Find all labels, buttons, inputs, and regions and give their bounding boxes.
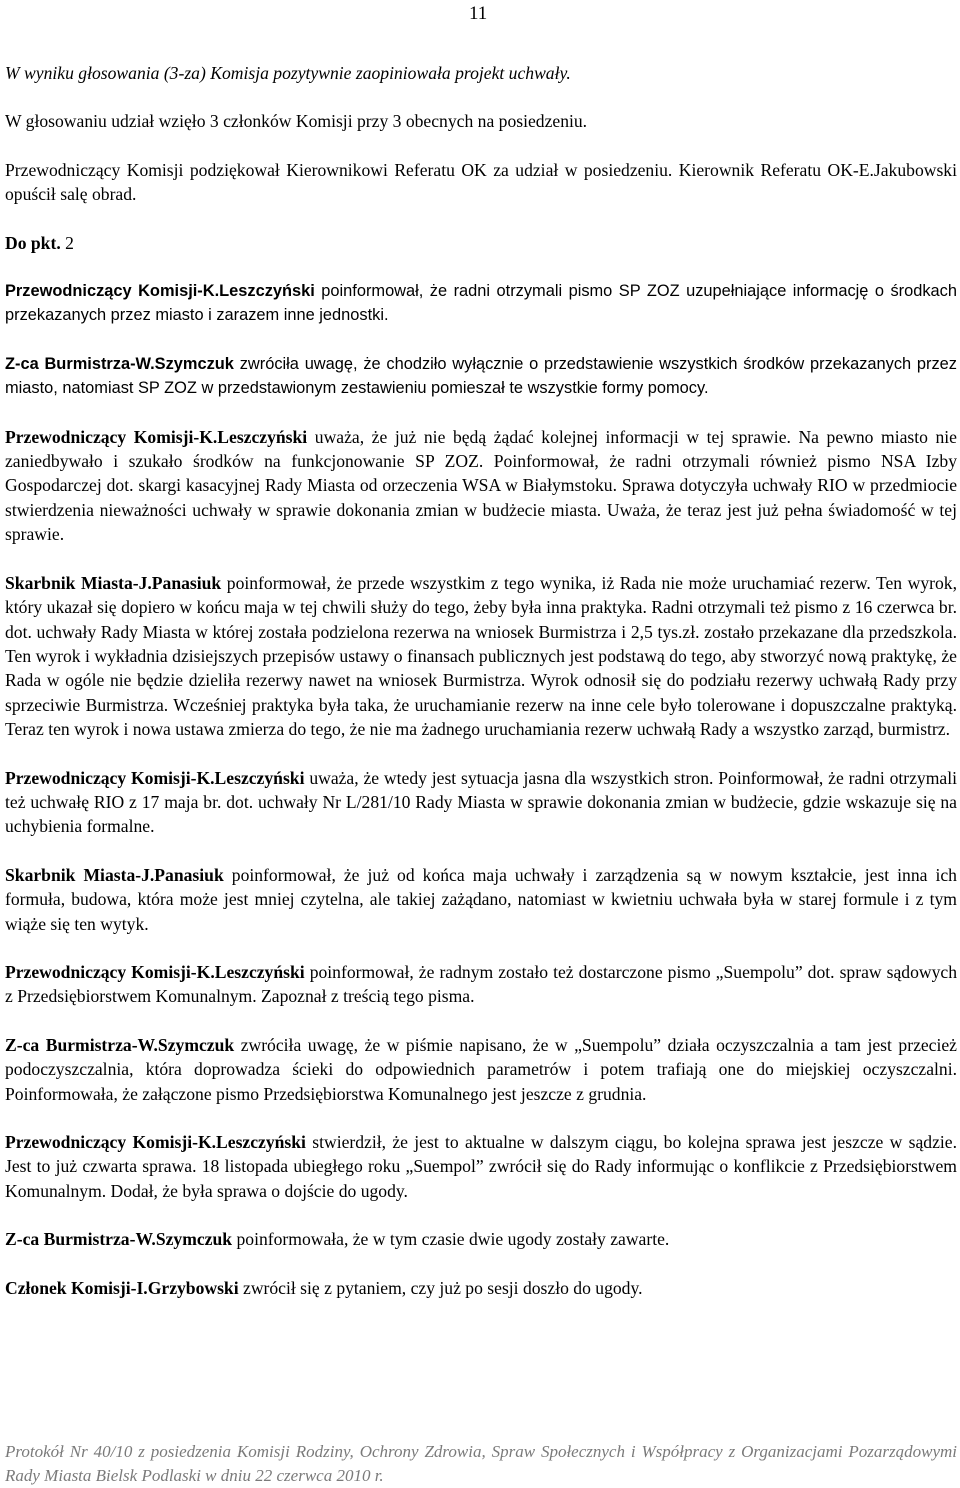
paragraph-statement (5, 425, 957, 547)
agenda-point-heading (5, 231, 957, 255)
document-body (5, 61, 957, 1324)
heading-number: 2 (65, 232, 74, 253)
speaker-name: Przewodniczący Komisji-K.Leszczyński (5, 282, 315, 301)
speaker-name: Przewodniczący Komisji-K.Leszczyński (5, 767, 305, 788)
paragraph-text: W wyniku głosowania (3-za) Komisja pozytywnie zaopiniowała projekt uchwały. (5, 63, 571, 83)
speaker-name: Skarbnik Miasta-J.Panasiuk (5, 572, 222, 593)
speaker-name: Przewodniczący Komisji-K.Leszczyński (5, 1132, 306, 1152)
paragraph-statement (5, 863, 957, 936)
paragraph-statement (5, 766, 957, 839)
paragraph-text: zwrócił się z pytaniem, czy już po sesji doszło do ugody. (243, 1277, 643, 1298)
speaker-name: Z-ca Burmistrza-W.Szymczuk (5, 1229, 233, 1250)
paragraph-vote-result (5, 61, 957, 85)
heading-label: Do pkt. (5, 232, 61, 253)
paragraph-statement (5, 1130, 957, 1203)
paragraph-statement (5, 571, 957, 742)
paragraph-text: uważa, że już nie będą żądać kolejnej informacji w tej sprawie. Na pewno miasto nie zaniedbywało i szukało środków na funkcjonowanie SP ZOZ. Poinformował, że radni otrzymali również pismo NSA Izby Gospodarczej dot. skargi kasacyjnej Rady Miasta od orzeczenia WSA w Białymstoku. Sprawa dotyczyła uchwały RIO w przedmiocie stwierdzenia nieważności uchwały w sprawie dokonania zmian w budżecie miasta. Uważa, że teraz jest już pełna świadomość w tej sprawie. (5, 426, 957, 545)
paragraph-text: W głosowaniu udział wzięło 3 członków Komisji przy 3 obecnych na posiedzeniu. (5, 111, 588, 132)
paragraph-statement (5, 1033, 957, 1106)
paragraph-statement (5, 960, 957, 1009)
paragraph-text: zwróciła uwagę, że w piśmie napisano, że w „Suempolu” działa oczyszczalnia a tam jest przecież podoczyszczalnia, która doprowadza ścieki do odpowiednich parametrów i potem trafiają one do miejskiej oczyszczalni. Poinformowała, że załączone pismo Przedsiębiorstwa Komunalnego jest jeszcze z grudnia. (5, 1034, 957, 1104)
speaker-name: Przewodniczący Komisji-K.Leszczyński (5, 961, 305, 982)
speaker-name: Przewodniczący Komisji-K.Leszczyński (5, 426, 308, 447)
paragraph-text: poinformował, że przede wszystkim z tego wynika, iż Rada nie może uruchamiać rezerw. Ten wyrok, który ukazał się dopiero w końcu maja w tej chwili służy do tego, żeby była inna praktyka. Radni otrzymali też pismo z 16 czerwca br. dot. uchwały Rady Miasta w której została podzielona rezerwa na wniosek Burmistrza i 2,5 tys.zł. zostało przekazane dla przedszkola. Ten wyrok i wykładnia dzisiejszych przepisów ustawy o finansach publicznych jest podstawą do tego, aby stworzyć nową praktykę, że Rada w ogóle nie będzie dzieliła rezerwy nawet na wniosek Burmistrza. Wyrok odnosił się do podziału rezerwy uchwałą Rady przy sprzeciwie Burmistrza. Wcześniej praktyka była taka, że uruchamianie rezerw na inne cele było tolerowane i dopuszczalne praktyką. Teraz ten wyrok i nowa ustawa zmierza do tego, że nie ma żadnego uruchamiania rezerw uchwałą Rady a wszystko zarząd, burmistrz. (5, 572, 957, 740)
paragraph-text: poinformował, że już od końca maja uchwały i zarządzenia są w nowym kształcie, jest inna ich formuła, budowa, która może jest mniej czytelna, ale takiej zażądano, natomiast w kwietniu uchwała była w starej formule i z tym wiąże się ten wytyk. (5, 864, 957, 934)
paragraph-statement (5, 1276, 957, 1300)
paragraph-statement (5, 1227, 957, 1251)
speaker-name: Skarbnik Miasta-J.Panasiuk (5, 864, 224, 885)
paragraph-statement (5, 352, 957, 401)
paragraph-text: poinformował, że radni otrzymali pismo SP ZOZ uzupełniające informację o środkach przekazanych przez miasto i zarazem inne jednostki. (5, 282, 957, 325)
paragraph-text: zwróciła uwagę, że chodziło wyłącznie o przedstawienie wszystkich środków przekazanych przez miasto, natomiast SP ZOZ w przedstawionym zestawieniu pomieszał te wszystkie formy pomocy. (5, 354, 957, 398)
paragraph-text: uważa, że wtedy jest sytuacja jasna dla wszystkich stron. Poinformował, że radni otrzymali też uchwałę RIO z 17 maja br. dot. uchwały Nr L/281/10 Rady Miasta w sprawie dokonania zmian w budżecie, gdzie wskazuje się na uchybienia formalne. (5, 767, 957, 837)
page-footer: Protokół Nr 40/10 z posiedzenia Komisji Rodziny, Ochrony Zdrowia, Spraw Społecznych i Współpracy z Organizacjami Pozarządowymi Rady Miasta Bielsk Podlaski w dniu 22 czerwca 2010 r. (5, 1442, 957, 1485)
speaker-name: Z-ca Burmistrza-W.Szymczuk (5, 354, 234, 373)
paragraph-vote-participation (5, 109, 957, 133)
paragraph-thanks (5, 158, 957, 207)
speaker-name: Z-ca Burmistrza-W.Szymczuk (5, 1034, 235, 1055)
paragraph-text: stwierdził, że jest to aktualne w dalszym ciągu, bo kolejna sprawa jest jeszcze w sądzie. Jest to już czwarta sprawa. 18 listopada ubiegłego roku „Suempol” zwrócił się do Rady informując o konflikcie z Przedsiębiorstwem Komunalnym. Dodał, że była sprawa o dojście do ugody. (5, 1132, 957, 1201)
paragraph-text: poinformował, że radnym zostało też dostarczone pismo „Suempolu” dot. spraw sądowych z Przedsiębiorstwem Komunalnym. Zapoznał z treścią tego pisma. (5, 961, 957, 1007)
paragraph-text: Przewodniczący Komisji podziękował Kierownikowi Referatu OK za udział w posiedzeniu. Kierownik Referatu OK-E.Jakubowski opuścił salę obrad. (5, 159, 957, 205)
paragraph-text: poinformowała, że w tym czasie dwie ugody zostały zawarte. (236, 1229, 670, 1250)
paragraph-statement (5, 279, 957, 328)
speaker-name: Członek Komisji-I.Grzybowski (5, 1277, 239, 1298)
page-number: 11 (469, 3, 488, 24)
